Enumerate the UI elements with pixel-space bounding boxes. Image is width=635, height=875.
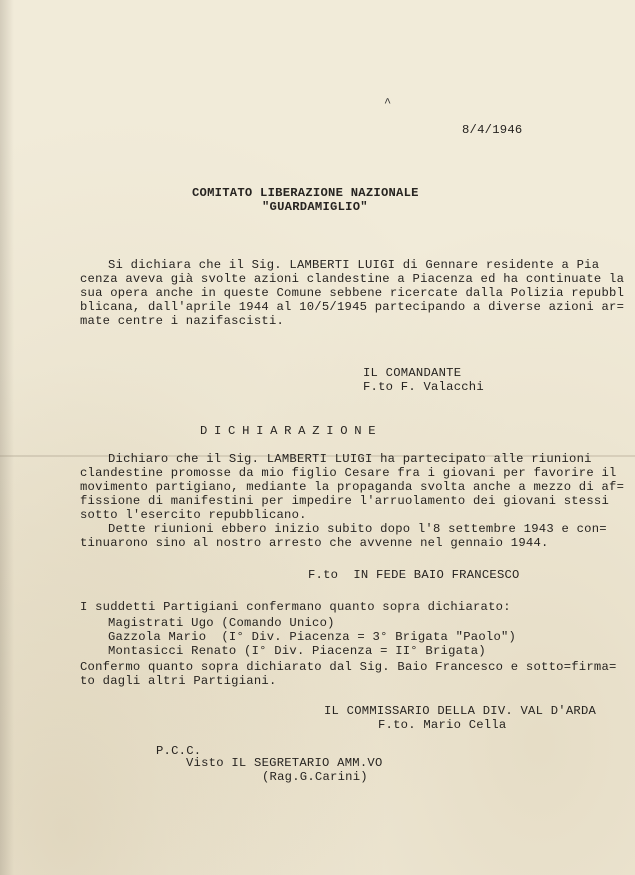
partisans-intro: I suddetti Partigiani confermano quanto sopra dichiarato: bbox=[80, 600, 511, 614]
document-date: 8/4/1946 bbox=[462, 123, 523, 137]
paragraph-line: clandestine promosse da mio figlio Cesare fra i giovani per favorire il bbox=[80, 466, 617, 480]
paragraph-line: movimento partigiano, mediante la propaganda svolta anche a mezzo di af= bbox=[80, 480, 625, 494]
confirm-line: Confermo quanto sopra dichiarato dal Sig. Baio Francesco e sotto=firma= bbox=[80, 660, 617, 674]
confirm-line: to dagli altri Partigiani. bbox=[80, 674, 277, 688]
partisan-item: Magistrati Ugo (Comando Unico) bbox=[108, 616, 335, 630]
paragraph-line: mate centre i nazifascisti. bbox=[80, 314, 285, 328]
commissioner-title: IL COMMISSARIO DELLA DIV. VAL D'ARDA bbox=[324, 704, 597, 718]
paragraph-line: fissione di manifestini per impedire l'arruolamento dei giovani stessi bbox=[80, 494, 610, 508]
caret-mark: ^ bbox=[384, 96, 392, 110]
faith-signature: F.to IN FEDE BAIO FRANCESCO bbox=[308, 568, 520, 582]
org-subtitle: "GUARDAMIGLIO" bbox=[262, 200, 368, 214]
secretary-line: Visto IL SEGRETARIO AMM.VO bbox=[186, 756, 383, 770]
partisan-item: Gazzola Mario (I° Div. Piacenza = 3° Brigata "Paolo") bbox=[108, 630, 517, 644]
commander-title: IL COMANDANTE bbox=[363, 366, 462, 380]
commander-signature: F.to F. Valacchi bbox=[363, 380, 484, 394]
paragraph-line: Si dichiara che il Sig. LAMBERTI LUIGI di Gennare residente a Pia bbox=[108, 258, 600, 272]
secretary-name: (Rag.G.Carini) bbox=[262, 770, 368, 784]
commissioner-signature: F.to. Mario Cella bbox=[378, 718, 507, 732]
paragraph-line: sotto l'esercito repubblicano. bbox=[80, 508, 307, 522]
paragraph-line: Dichiaro che il Sig. LAMBERTI LUIGI ha partecipato alle riunioni bbox=[108, 452, 592, 466]
paper-edge-shadow bbox=[0, 0, 14, 875]
pcc-label: P.C.C. bbox=[156, 744, 202, 758]
paragraph-line: blicana, dall'aprile 1944 al 10/5/1945 partecipando a diverse azioni ar= bbox=[80, 300, 625, 314]
paragraph-line: cenza aveva già svolte azioni clandestine a Piacenza ed ha continuate la bbox=[80, 272, 625, 286]
paragraph-line: tinuarono sino al nostro arresto che avvenne nel gennaio 1944. bbox=[80, 536, 549, 550]
paragraph-line: sua opera anche in queste Comune sebbene ricercate dalla Polizia repubbl bbox=[80, 286, 625, 300]
partisan-item: Montasicci Renato (I° Div. Piacenza = II° Brigata) bbox=[108, 644, 486, 658]
org-title: COMITATO LIBERAZIONE NAZIONALE bbox=[192, 186, 419, 200]
declaration-title: DICHIARAZIONE bbox=[200, 424, 383, 438]
paragraph-line: Dette riunioni ebbero inizio subito dopo l'8 settembre 1943 e con= bbox=[108, 522, 607, 536]
